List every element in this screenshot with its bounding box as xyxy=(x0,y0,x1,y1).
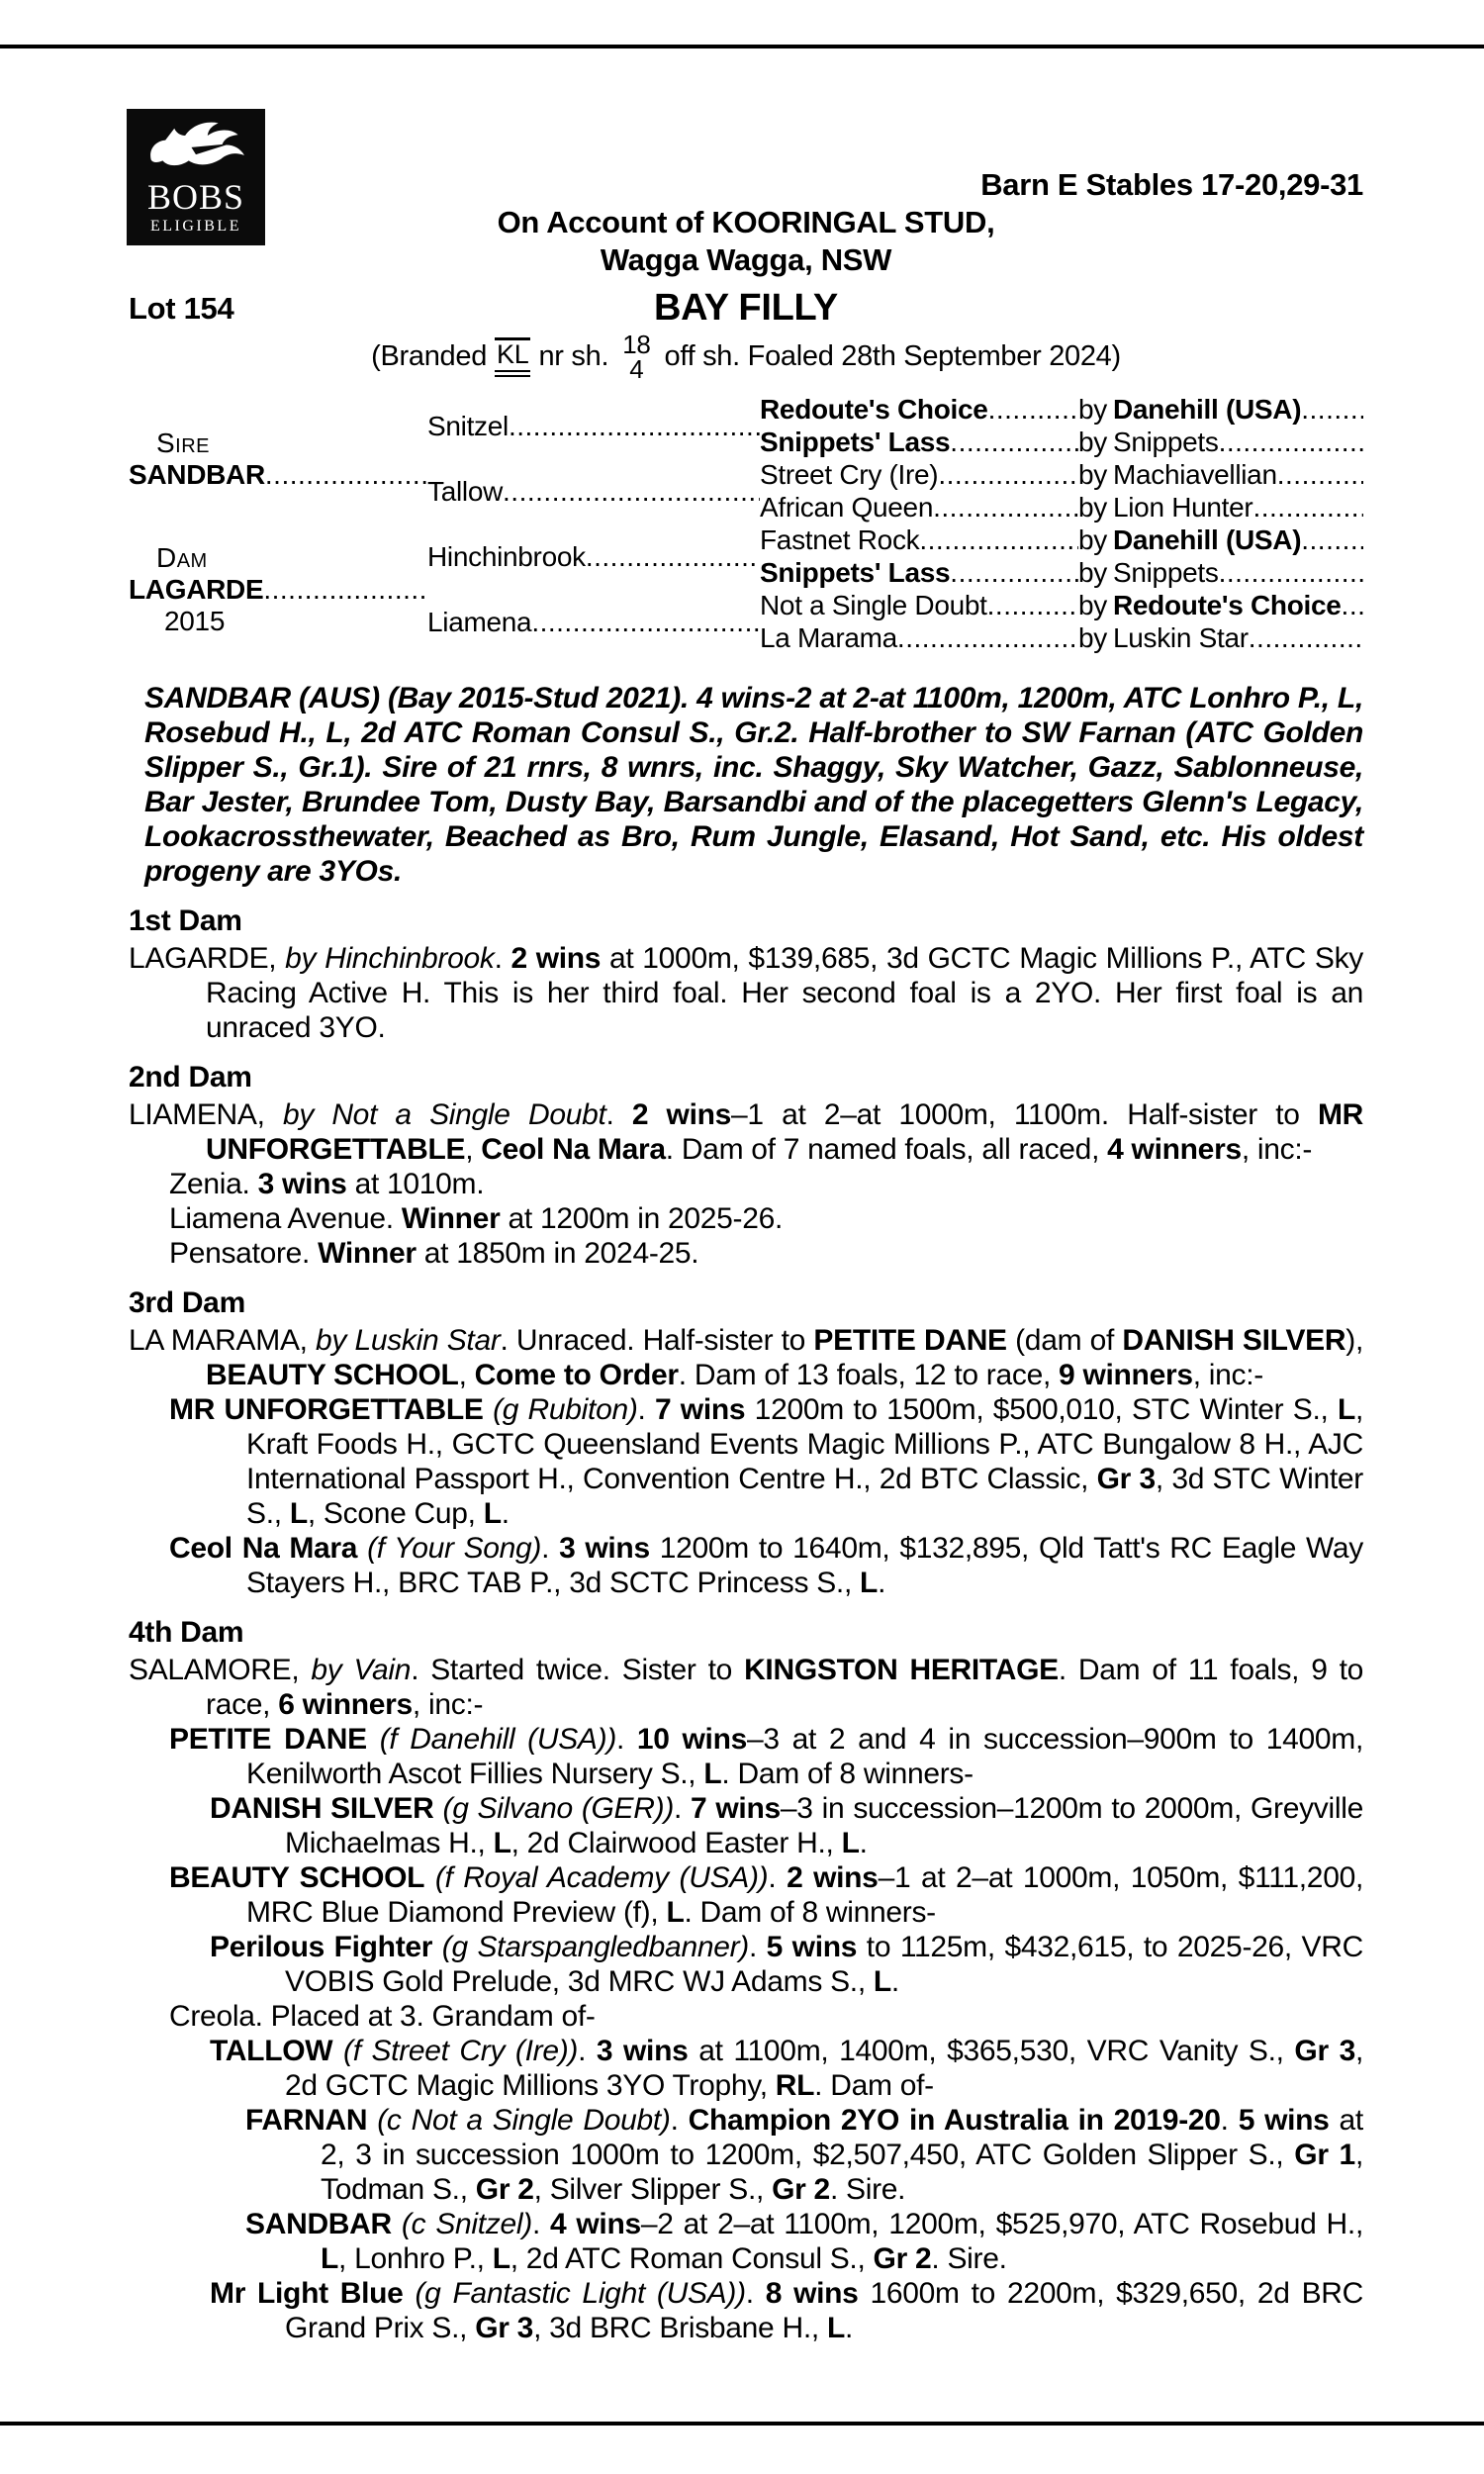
lot-line xyxy=(129,285,1363,331)
gen3-name-cell: Snippets' Lass ..... xyxy=(760,427,1078,459)
leader-dots xyxy=(987,590,1078,621)
leader-dots xyxy=(950,557,1078,589)
top-rule xyxy=(0,45,1484,48)
pedigree-paragraph: TALLOW (f Street Cry (Ire)). 3 wins at 1100m, 1400m, $365,530, VRC Vanity S., Gr 3, 2d GCTC Magic Millions 3YO Trophy, RL. Dam of- xyxy=(210,2035,1363,2102)
pedigree-paragraph: LAGARDE, by Hinchinbrook. 2 wins at 1000m, $139,685, 3d GCTC Magic Millions P., ATC Sky Racing Active H. This is her third foal. Her second foal is a 2YO. Her first foal is an unraced 3YO. xyxy=(129,942,1363,1044)
dam-block xyxy=(129,524,427,655)
bottom-rule xyxy=(0,2422,1484,2426)
section-heading: 2nd Dam xyxy=(129,1061,252,1094)
leader-dots xyxy=(1252,492,1363,523)
pedigree-paragraph: LA MARAMA, by Luskin Star. Unraced. Half-sister to PETITE DANE (dam of DANISH SILVER), BEAUTY SCHOOL, Come to Order. Dam of 13 foals, 12 to race, 9 winners, inc:- xyxy=(129,1324,1363,1391)
brand-fraction-top: 18 xyxy=(622,330,651,359)
header xyxy=(129,166,1363,279)
leader-dots xyxy=(1301,524,1363,556)
gen3-name-cell: La Marama ..... xyxy=(760,622,1078,655)
pedigree-paragraph: Ceol Na Mara (f Your Song). 3 wins 1200m to 1640m, $132,895, Qld Tatt's RC Eagle Way Stayers H., BRC TAB P., 3d SCTC Princess S., L. xyxy=(169,1532,1364,1599)
pedigree-paragraph: Zenia. 3 wins at 1010m. xyxy=(169,1168,485,1200)
gen2-cell: Snitzel ..... xyxy=(427,394,760,459)
location-text: Wagga Wagga, NSW xyxy=(600,242,892,277)
leader-dots xyxy=(265,459,427,491)
leader-dots xyxy=(531,607,760,638)
pedigree-paragraph: SANDBAR (c Snitzel). 4 wins–2 at 2–at 1100m, 1200m, $525,970, ATC Rosebud H., L, Lonhro P., L, 2d ATC Roman Consul S., Gr 2. Sire. xyxy=(245,2208,1363,2275)
pedigree-paragraph: Perilous Fighter (g Starspangledbanner). 5 wins to 1125m, $432,615, to 2025-26, VRC VOBIS Gold Prelude, 3d MRC WJ Adams S., L. xyxy=(210,1931,1363,1998)
gen3-sire-cell: by Snippets ..... xyxy=(1078,557,1363,590)
pedigree-paragraph: MR UNFORGETTABLE (g Rubiton). 7 wins 1200m to 1500m, $500,010, STC Winter S., L, Kraft Foods H., GCTC Queensland Events Magic Millions P., ATC Bungalow 8 H., AJC International Passport H., Convention Centre H., 2d BTC Classic, Gr 3, 3d STC Winter S., L, Scone Cup, L. xyxy=(169,1393,1364,1530)
leader-dots xyxy=(586,541,760,573)
brand-mark: KL xyxy=(495,337,530,377)
lot-number: Lot 154 xyxy=(129,291,234,326)
pedigree-paragraph: FARNAN (c Not a Single Doubt). Champion 2YO in Australia in 2019-20. 5 wins at 2, 3 in succession 1000m to 1200m, $2,507,450, ATC Golden Slipper S., Gr 1, Todman S., Gr 2, Silver Slipper S., Gr 2. Sire. xyxy=(245,2104,1363,2206)
bobs-wordmark: BOBS xyxy=(146,177,245,217)
section-heading: 3rd Dam xyxy=(129,1286,245,1319)
gen3-sire-cell: by Lion Hunter ..... xyxy=(1078,492,1363,524)
sire-block-name: SANDBAR ..... xyxy=(129,459,427,491)
account-text: On Account of KOORINGAL STUD, xyxy=(497,205,995,239)
pedigree-paragraph: SALAMORE, by Vain. Started twice. Sister to KINGSTON HERITAGE. Dam of 11 foals, 9 to race, 6 winners, inc:- xyxy=(129,1654,1364,1721)
horse-title: BAY FILLY xyxy=(654,287,838,329)
leader-dots xyxy=(509,411,760,442)
brand-fraction-bottom: 4 xyxy=(629,353,644,384)
section-heading: 4th Dam xyxy=(129,1616,244,1649)
leader-dots xyxy=(897,622,1078,654)
gen3-sire-cell: by Snippets ..... xyxy=(1078,427,1363,459)
barn-stables-text: Barn E Stables 17-20,29-31 xyxy=(980,167,1363,202)
pedigree-text xyxy=(129,681,1363,2345)
gen3-name-cell: African Queen ..... xyxy=(760,492,1078,524)
gen3-name-cell: Fastnet Rock ..... xyxy=(760,524,1078,557)
leader-dots xyxy=(1342,590,1363,621)
brand-fraction xyxy=(622,330,651,384)
leader-dots xyxy=(950,427,1078,458)
gen3-name-cell: Street Cry (Ire) ..... xyxy=(760,459,1078,492)
leader-dots xyxy=(263,574,427,606)
pedigree-paragraph: LIAMENA, by Not a Single Doubt. 2 wins–1 at 2–at 1000m, 1100m. Half-sister to MR UNFORGETTABLE, Ceol Na Mara. Dam of 7 named foals, all raced, 4 winners, inc:- xyxy=(129,1098,1363,1166)
dam-block-name: LAGARDE ..... xyxy=(129,574,427,606)
gen2-cell: Tallow ..... xyxy=(427,459,760,524)
leader-dots xyxy=(1301,394,1363,426)
section-heading: 1st Dam xyxy=(129,904,242,937)
leader-dots xyxy=(919,524,1078,556)
gen3-sire-cell: by Luskin Star ..... xyxy=(1078,622,1363,655)
dam-block-label: Dam xyxy=(156,542,208,573)
leader-dots xyxy=(1249,622,1363,654)
sire-block xyxy=(129,394,427,524)
leader-dots xyxy=(1277,459,1363,491)
gen3-sire-cell: by Redoute's Choice ..... xyxy=(1078,590,1363,622)
sire-block-label: Sire xyxy=(156,428,211,458)
leader-dots xyxy=(1219,427,1363,458)
brand-prefix: (Branded xyxy=(371,340,488,373)
bobs-eligible-label: ELIGIBLE xyxy=(150,218,241,235)
leader-dots xyxy=(933,492,1078,523)
pedigree-paragraph: Liamena Avenue. Winner at 1200m in 2025-26. xyxy=(169,1202,784,1235)
pedigree-paragraph: Pensatore. Winner at 1850m in 2024-25. xyxy=(169,1237,699,1270)
leader-dots xyxy=(503,476,760,508)
pedigree-paragraph: Creola. Placed at 3. Grandam of- xyxy=(169,2000,596,2033)
gen3-name-cell: Not a Single Doubt ..... xyxy=(760,590,1078,622)
leader-dots xyxy=(988,394,1078,426)
brand-line xyxy=(129,330,1363,384)
sire-summary: SANDBAR (AUS) (Bay 2015-Stud 2021). 4 wins-2 at 2-at 1100m, 1200m, ATC Lonhro P., L, Rosebud H., L, 2d ATC Roman Consul S., Gr.2. Half-brother to SW Farnan (ATC Golden Slipper S., Gr.1). Sire of 21 rnrs, 8 wnrs, inc. Shaggy, Sky Watcher, Gazz, Sablonneuse, Bar Jester, Brundee Tom, Dusty Bay, Barsandbi and of the placegetters Glenn's Legacy, Lookacrossthewater, Beached as Bro, Rum Jungle, Elasand, Hot Sand, etc. His oldest progeny are 3YOs. xyxy=(144,682,1363,888)
gen3-name-cell: Redoute's Choice ..... xyxy=(760,394,1078,427)
brand-suffix: off sh. Foaled 28th September 2024) xyxy=(664,340,1121,373)
pedigree-table xyxy=(129,394,1363,655)
gen2-cell: Liamena ..... xyxy=(427,590,760,655)
leader-dots xyxy=(1219,557,1363,589)
dam-year: 2015 xyxy=(164,606,226,636)
dam-sections xyxy=(129,904,1363,2345)
gen3-name-cell: Snippets' Lass ..... xyxy=(760,557,1078,590)
gen3-sire-cell: by Danehill (USA) ..... xyxy=(1078,394,1363,427)
leader-dots xyxy=(938,459,1078,491)
gen2-cell: Hinchinbrook ..... xyxy=(427,524,760,590)
gen3-sire-cell: by Machiavellian ..... xyxy=(1078,459,1363,492)
gen3-sire-cell: by Danehill (USA) ..... xyxy=(1078,524,1363,557)
pedigree-paragraph: BEAUTY SCHOOL (f Royal Academy (USA)). 2 wins–1 at 2–at 1000m, 1050m, $111,200, MRC Blue Diamond Preview (f), L. Dam of 8 winners- xyxy=(169,1861,1363,1929)
pedigree-paragraph: DANISH SILVER (g Silvano (GER)). 7 wins–3 in succession–1200m to 2000m, Greyville Michaelmas H., L, 2d Clairwood Easter H., L. xyxy=(210,1792,1363,1859)
brand-near-shoulder: nr sh. xyxy=(538,340,609,373)
pedigree-paragraph: Mr Light Blue (g Fantastic Light (USA)). 8 wins 1600m to 2200m, $329,650, 2d BRC Grand Prix S., Gr 3, 3d BRC Brisbane H., L. xyxy=(210,2277,1364,2344)
pedigree-paragraph: PETITE DANE (f Danehill (USA)). 10 wins–3 at 2 and 4 in succession–900m to 1400m, Kenilworth Ascot Fillies Nursery S., L. Dam of 8 winners- xyxy=(169,1723,1363,1790)
